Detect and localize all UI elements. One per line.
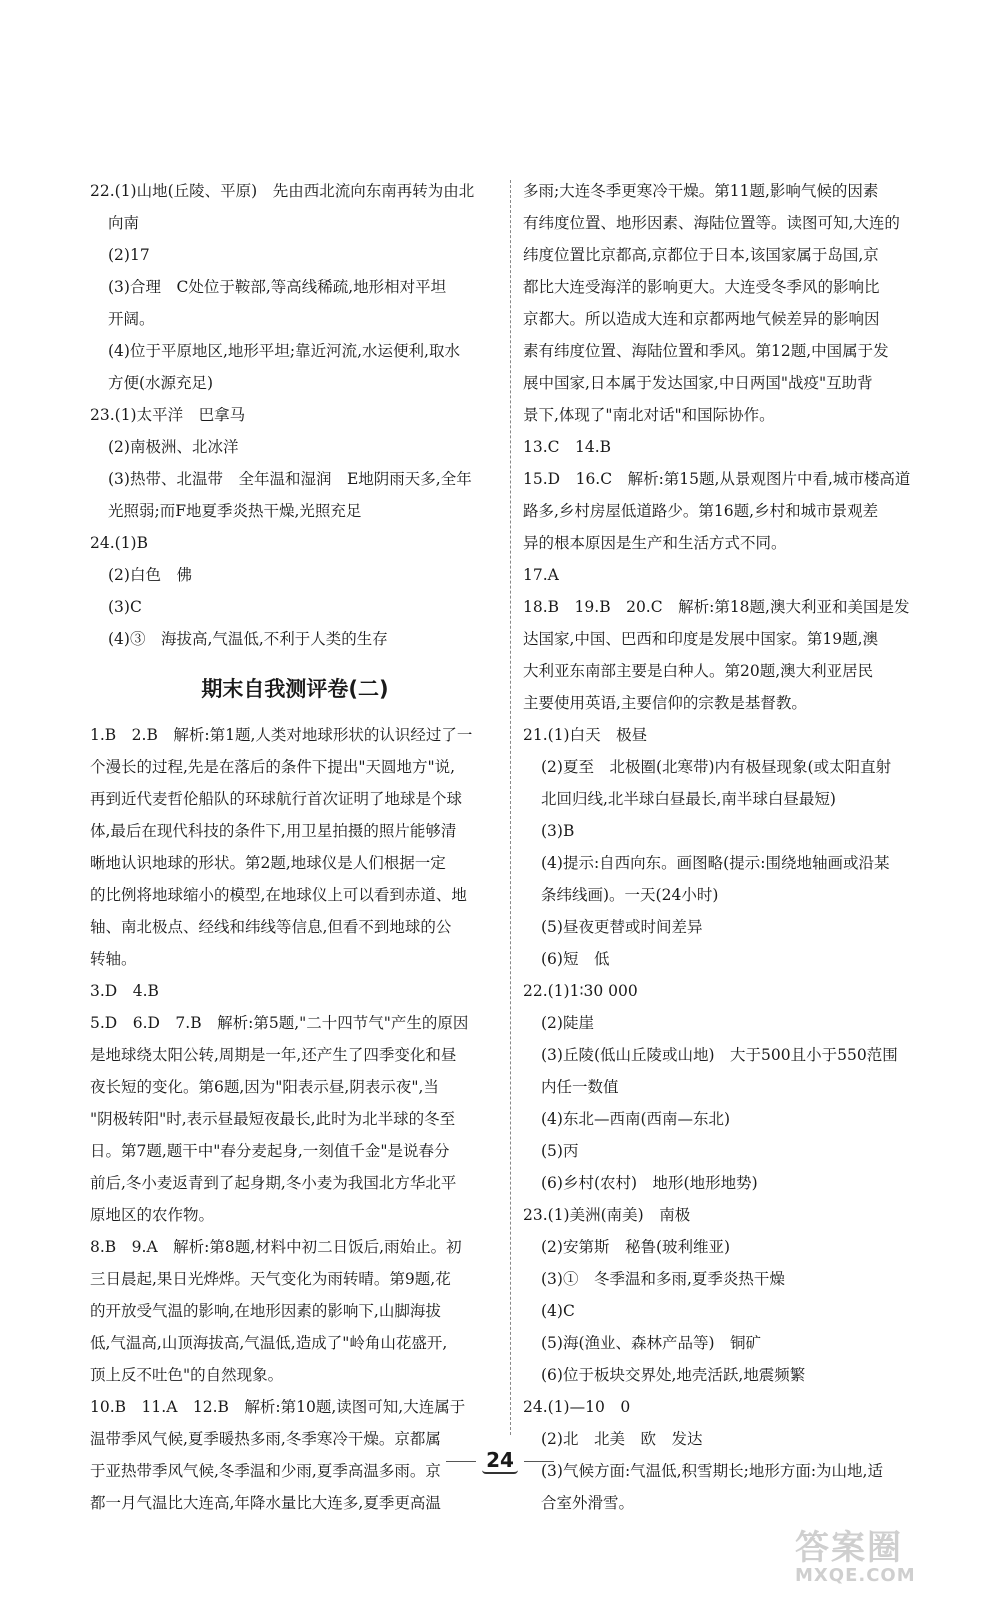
answer-line: (3)① 冬季温和多雨,夏季炎热干燥 — [541, 1270, 785, 1288]
answer-block-17: 17.A — [523, 566, 559, 584]
answer-line: 都比大连受海洋的影响更大。大连受冬季风的影响比 — [523, 278, 880, 296]
answer-line: (3)B — [541, 822, 575, 840]
answer-line: (4)③ 海拔高,气温低,不利于人类的生存 — [108, 630, 388, 648]
answer-line: 路多,乡村房屋低道路少。第16题,乡村和城市景观差 — [523, 502, 879, 520]
answer-block-15-16 — [523, 463, 933, 559]
answer-line: 都一月气温比大连高,年降水量比大连多,夏季更高温 — [90, 1494, 441, 1512]
answer-line: (2)北 北美 欧 发达 — [541, 1430, 703, 1448]
watermark-url: MXQE.COM — [795, 1565, 916, 1586]
answer-line: 大利亚东南部主要是白种人。第20题,澳大利亚居民 — [523, 662, 874, 680]
answer-line: (2)南极洲、北冰洋 — [108, 438, 239, 456]
answer-block-8-9 — [90, 1231, 500, 1391]
answer-line: 8.B 9.A 解析:第8题,材料中初二日饭后,雨始止。初 — [90, 1238, 462, 1256]
answer-line: "阴极转阳"时,表示昼最短夜最长,此时为北半球的冬至 — [90, 1110, 456, 1128]
answer-line: 向南 — [108, 214, 140, 232]
page-number-ornament-left — [446, 1461, 476, 1462]
answer-line: 三日晨起,果日光烨烨。天气变化为雨转晴。第9题,花 — [90, 1270, 451, 1288]
answer-line: 顶上反不吐色"的自然现象。 — [90, 1366, 284, 1384]
answer-line: 21.(1)白天 极昼 — [523, 726, 648, 744]
answer-line: 多雨;大连冬季更寒冷干燥。第11题,影响气候的因素 — [523, 182, 879, 200]
answer-block-23 — [90, 399, 500, 527]
answer-line: 于亚热带季风气候,冬季温和少雨,夏季高温多雨。京 — [90, 1462, 441, 1480]
answer-line: (4)东北—西南(西南—东北) — [541, 1110, 731, 1128]
answer-line: 有纬度位置、地形因素、海陆位置等。读图可知,大连的 — [523, 214, 900, 232]
answer-line: (6)短 低 — [541, 950, 610, 968]
answer-line: (5)昼夜更替或时间差异 — [541, 918, 703, 936]
answer-line: 24.(1)—10 0 — [523, 1398, 631, 1416]
answer-line: 条纬线画)。一天(24小时) — [541, 886, 719, 904]
answer-line: 是地球绕太阳公转,周期是一年,还产生了四季变化和昼 — [90, 1046, 457, 1064]
answer-line: 夜长短的变化。第6题,因为"阳表示昼,阴表示夜",当 — [90, 1078, 439, 1096]
answer-line: 23.(1)美洲(南美) 南极 — [523, 1206, 691, 1224]
answer-line: 主要使用英语,主要信仰的宗教是基督教。 — [523, 694, 807, 712]
answer-line: 轴、南北极点、经线和纬线等信息,但看不到地球的公 — [90, 918, 452, 936]
answer-line: 10.B 11.A 12.B 解析:第10题,读图可知,大连属于 — [90, 1398, 466, 1416]
left-column — [90, 175, 500, 1519]
watermark-logo — [795, 1520, 970, 1590]
answer-line: (2)17 — [108, 246, 150, 264]
answer-line: (2)安第斯 秘鲁(玻利维亚) — [541, 1238, 731, 1256]
page-number-value: 24 — [482, 1448, 518, 1474]
answer-line: 方便(水源充足) — [108, 374, 214, 392]
answer-line: (3)热带、北温带 全年温和湿润 E地阴雨天多,全年 — [108, 470, 472, 488]
answer-line: (6)乡村(农村) 地形(地形地势) — [541, 1174, 758, 1192]
answer-line: 内任一数值 — [541, 1078, 619, 1096]
answer-line: 低,气温高,山顶海拔高,气温低,造成了"岭角山花盛开, — [90, 1334, 448, 1352]
answer-block-24 — [90, 527, 500, 655]
answer-block-22 — [90, 175, 500, 399]
answer-line: 合室外滑雪。 — [541, 1494, 635, 1512]
answer-line: (2)白色 佛 — [108, 566, 192, 584]
answer-line: 15.D 16.C 解析:第15题,从景观图片中看,城市楼高道 — [523, 470, 911, 488]
answer-line: (2)陡崖 — [541, 1014, 594, 1032]
answer-line: (3)C — [108, 598, 142, 616]
answer-line: 的开放受气温的影响,在地形因素的影响下,山脚海拔 — [90, 1302, 441, 1320]
answer-line: 光照弱;而F地夏季炎热干燥,光照充足 — [108, 502, 362, 520]
page-number — [0, 1448, 1000, 1474]
answer-line: (3)合理 C处位于鞍部,等高线稀疏,地形相对平坦 — [108, 278, 447, 296]
answer-line: (5)丙 — [541, 1142, 579, 1160]
answer-line: 转轴。 — [90, 950, 137, 968]
answer-line: (3)气候方面:气温低,积雪期长;地形方面:为山地,适 — [541, 1462, 883, 1480]
answer-line: 京都大。所以造成大连和京都两地气候差异的影响因 — [523, 310, 880, 328]
answer-line: (4)C — [541, 1302, 575, 1320]
section-title: 期末自我测评卷(二) — [201, 677, 389, 701]
answer-line: 景下,体现了"南北对话"和国际协作。 — [523, 406, 775, 424]
answer-line: 北回归线,北半球白昼最长,南半球白昼最短) — [541, 790, 836, 808]
answer-line: (3)丘陵(低山丘陵或山地) 大于500且小于550范围 — [541, 1046, 898, 1064]
answer-line: (4)提示:自西向东。画图略(提示:围绕地轴画或沿某 — [541, 854, 890, 872]
answer-line: 24.(1)B — [90, 534, 148, 552]
answer-line: 23.(1)太平洋 巴拿马 — [90, 406, 246, 424]
answer-block-5-7 — [90, 1007, 500, 1231]
answer-line: 素有纬度位置、海陆位置和季风。第12题,中国属于发 — [523, 342, 889, 360]
answer-line: 温带季风气候,夏季暖热多雨,冬季寒冷干燥。京都属 — [90, 1430, 441, 1448]
answer-line: 日。第7题,题干中"春分麦起身,一刻值千金"是说春分 — [90, 1142, 450, 1160]
answer-line: 晰地认识地球的形状。第2题,地球仪是人们根据一定 — [90, 854, 446, 872]
right-column — [523, 175, 933, 1519]
answer-line: 18.B 19.B 20.C 解析:第18题,澳大利亚和美国是发 — [523, 598, 910, 616]
answer-line: 个漫长的过程,先是在落后的条件下提出"天圆地方"说, — [90, 758, 456, 776]
watermark-title: 答案圈 — [795, 1528, 903, 1568]
answer-line: 展中国家,日本属于发达国家,中日两国"战疫"互助背 — [523, 374, 873, 392]
column-divider — [510, 180, 511, 1435]
answer-block-10-12-continued — [523, 175, 933, 431]
answer-line: 再到近代麦哲伦船队的环球航行首次证明了地球是个球 — [90, 790, 463, 808]
answer-line: 开阔。 — [108, 310, 155, 328]
answer-line: (4)位于平原地区,地形平坦;靠近河流,水运便利,取水 — [108, 342, 460, 360]
answer-line: 异的根本原因是生产和生活方式不同。 — [523, 534, 787, 552]
answer-line: (2)夏至 北极圈(北寒带)内有极昼现象(或太阳直射 — [541, 758, 892, 776]
answer-block-22-right — [523, 975, 933, 1199]
answer-line: 1.B 2.B 解析:第1题,人类对地球形状的认识经过了一 — [90, 726, 473, 744]
answer-block-18-20 — [523, 591, 933, 719]
answer-line: 原地区的农作物。 — [90, 1206, 215, 1224]
answer-line: 22.(1)山地(丘陵、平原) 先由西北流向东南再转为由北 — [90, 182, 475, 200]
page-number-ornament-right — [524, 1461, 554, 1462]
answer-line: 前后,冬小麦返青到了起身期,冬小麦为我国北方华北平 — [90, 1174, 457, 1192]
answer-line: 5.D 6.D 7.B 解析:第5题,"二十四节气"产生的原因 — [90, 1014, 469, 1032]
answer-line: 体,最后在现代科技的条件下,用卫星拍摄的照片能够清 — [90, 822, 457, 840]
answer-line: 22.(1)1∶30 000 — [523, 982, 638, 1000]
answer-line: 纬度位置比京都高,京都位于日本,该国家属于岛国,京 — [523, 246, 879, 264]
answer-block-23-right — [523, 1199, 933, 1391]
answer-block-1-2 — [90, 719, 500, 975]
answer-line: (5)海(渔业、森林产品等) 铜矿 — [541, 1334, 762, 1352]
answer-block-13-14: 13.C 14.B — [523, 438, 612, 456]
answer-block-3-4: 3.D 4.B — [90, 982, 159, 1000]
answer-block-21 — [523, 719, 933, 975]
answer-line: 的比例将地球缩小的模型,在地球仪上可以看到赤道、地 — [90, 886, 467, 904]
answer-line: (6)位于板块交界处,地壳活跃,地震频繁 — [541, 1366, 806, 1384]
answer-line: 达国家,中国、巴西和印度是发展中国家。第19题,澳 — [523, 630, 879, 648]
